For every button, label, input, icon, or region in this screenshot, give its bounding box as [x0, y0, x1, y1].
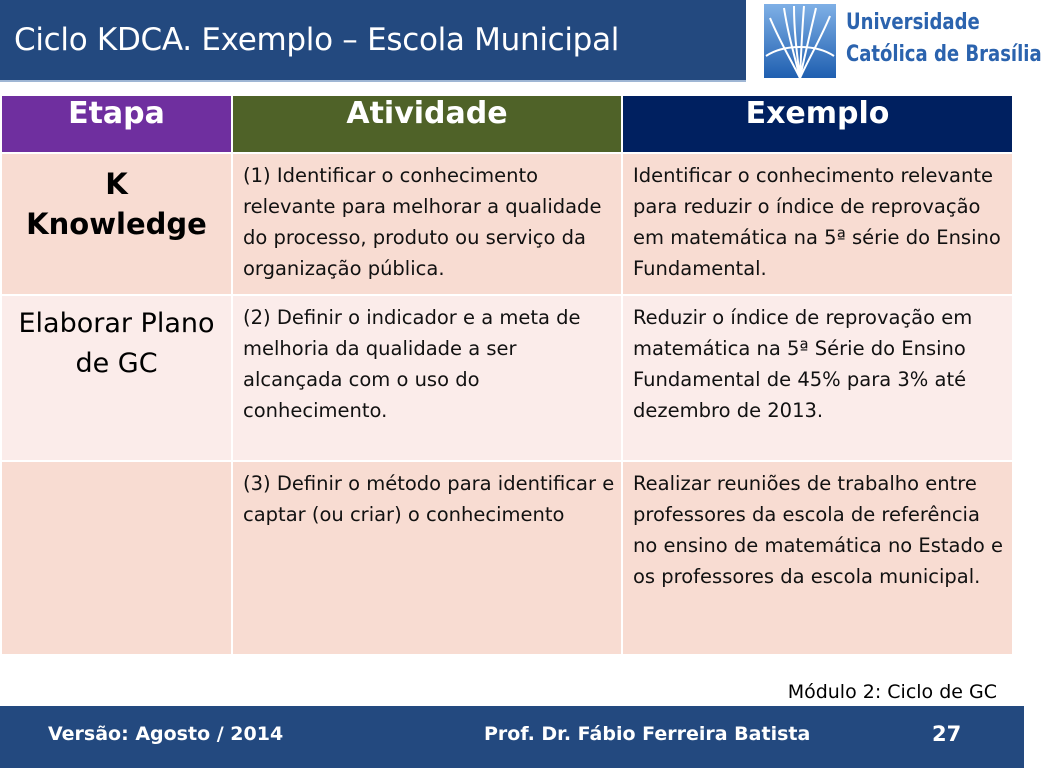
footer-author: Prof. Dr. Fábio Ferreira Batista	[484, 723, 811, 745]
exemplo-cell	[622, 153, 1013, 295]
atividade-text: (2) Definir o indicador e a meta de melhoria da qualidade a ser alcançada com o uso do conhecimento.	[243, 306, 581, 422]
etapa-name: Knowledge	[26, 207, 207, 241]
exemplo-cell	[622, 461, 1013, 655]
module-label: Módulo 2: Ciclo de GC	[787, 681, 997, 703]
slide-title: Ciclo KDCA. Exemplo – Escola Municipal	[14, 22, 620, 58]
exemplo-text: Reduzir o índice de reprovação em matemática na 5ª Série do Ensino Fundamental de 45% para 3% até dezembro de 2013.	[633, 306, 973, 422]
etapa-letter: K	[105, 167, 128, 201]
logo-text-line1: Universidade	[846, 10, 980, 35]
atividade-cell	[232, 295, 622, 461]
header-exemplo: Exemplo	[622, 95, 1013, 153]
table-row	[1, 295, 1013, 461]
university-logo	[762, 2, 1042, 80]
table-row	[1, 461, 1013, 655]
etapa-cell	[1, 295, 232, 461]
etapa-text: Elaborar Plano de GC	[18, 308, 215, 379]
ucb-logo-icon	[764, 4, 836, 78]
logo-text-line2: Católica de Brasília	[846, 42, 1042, 67]
table-row	[1, 153, 1013, 295]
kdca-table	[0, 94, 1014, 656]
etapa-text	[2, 462, 231, 470]
exemplo-text: Realizar reuniões de trabalho entre professores da escola de referência no ensino de matemática no Estado e os professores da escola municipal.	[633, 472, 1004, 588]
footer-bar	[0, 706, 1024, 768]
footer-version: Versão: Agosto / 2014	[48, 723, 284, 745]
atividade-text: (1) Identificar o conhecimento relevante para melhorar a qualidade do processo, produto ou serviço da organização pública.	[243, 164, 602, 280]
etapa-cell	[1, 461, 232, 655]
header-etapa: Etapa	[1, 95, 232, 153]
exemplo-text: Identificar o conhecimento relevante para reduzir o índice de reprovação em matemática na 5ª série do Ensino Fundamental.	[633, 164, 1001, 280]
header-atividade: Atividade	[232, 95, 622, 153]
exemplo-cell	[622, 295, 1013, 461]
atividade-cell	[232, 461, 622, 655]
etapa-cell	[1, 153, 232, 295]
atividade-text: (3) Definir o método para identificar e captar (ou criar) o conhecimento	[243, 472, 615, 526]
page-number: 27	[932, 722, 962, 746]
atividade-cell	[232, 153, 622, 295]
title-bar	[0, 0, 746, 82]
